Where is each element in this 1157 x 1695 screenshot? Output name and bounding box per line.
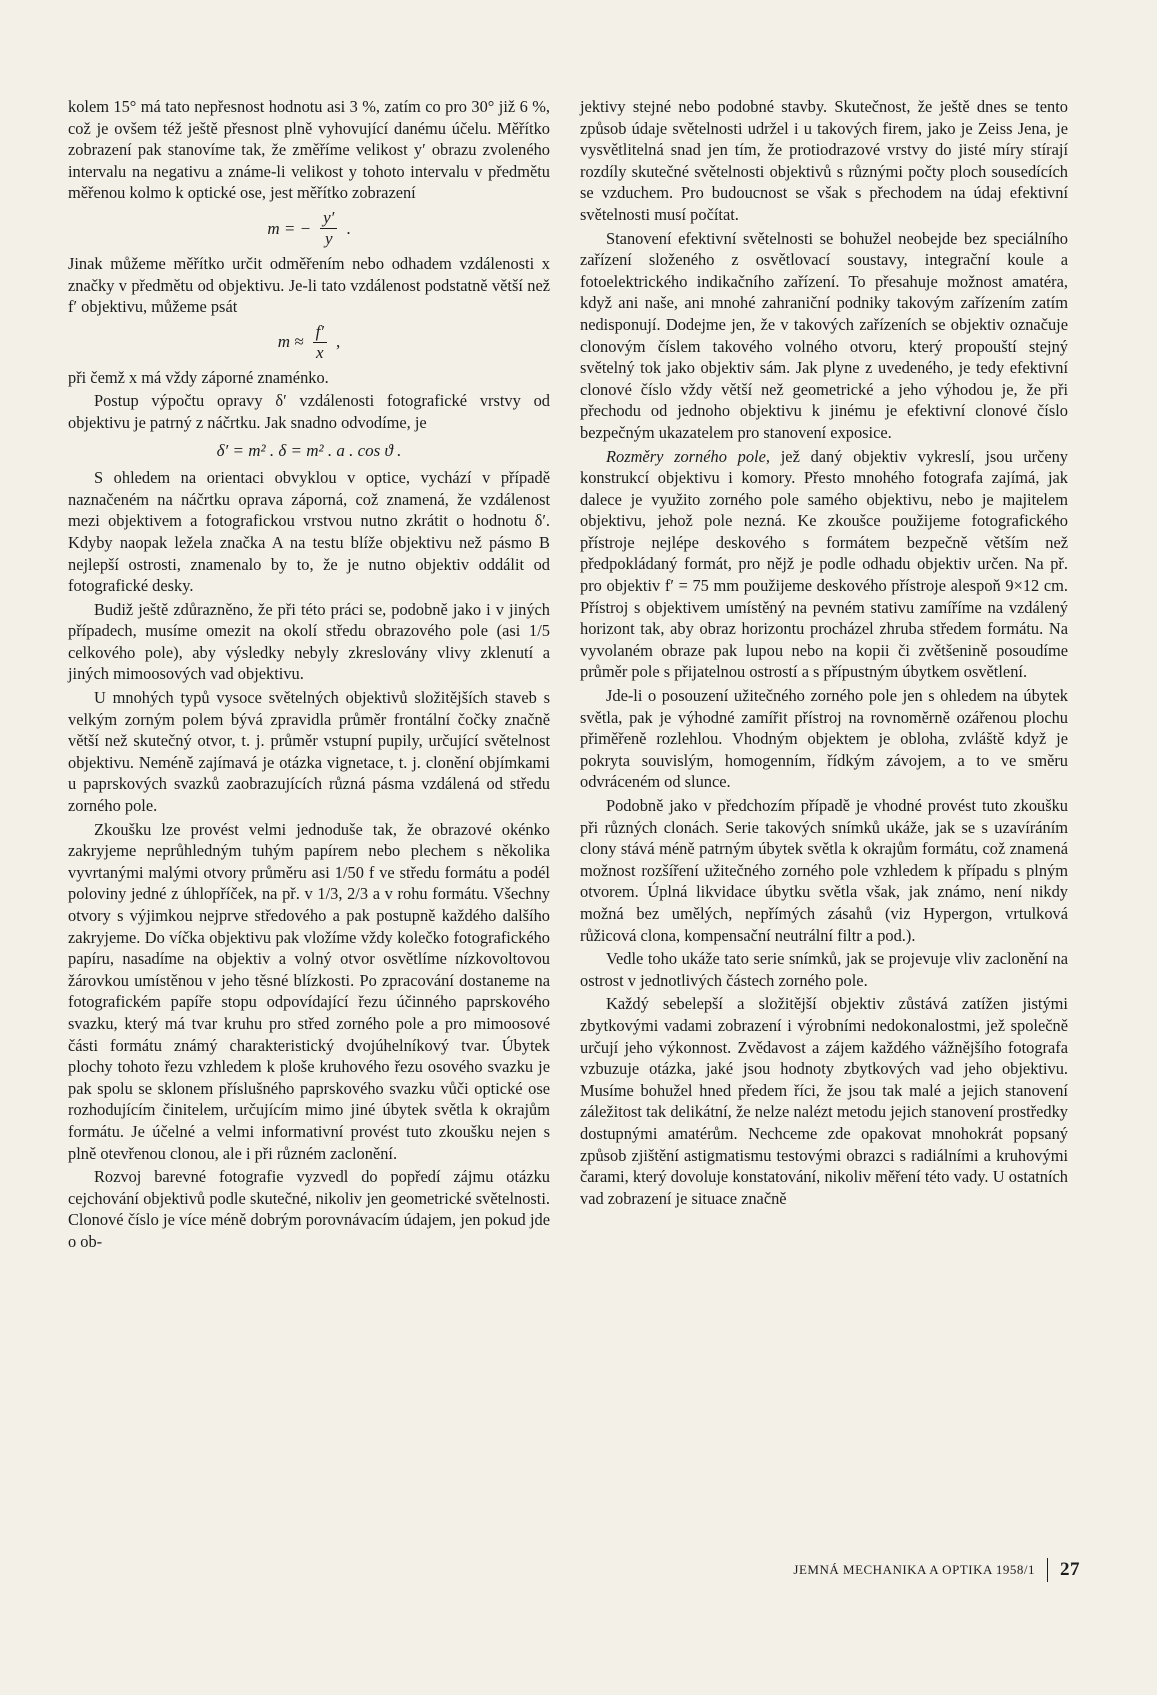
paragraph-text: jež daný objektiv vykreslí, jsou určeny konstrukcí objektivu i komory. Přesto mnohého fotografa zajímá, jak dalece je využito zorného pole samého objektivu, nebo je majitelem objektivu, jehož pole nezná. Ke zkoušce použijeme fotografického přístroje nejlépe deskového s formátem bezpečně větším než předpokládaný formát, pro nějž je podle odhadu objektiv určen. Na př. pro objektiv f′ = 75 mm použijeme deskového přístroje alespoň 9×12 cm. Přístroj s objektivem umístěný na pevném stativu zamíříme na vzdálený horizont tak, aby obraz horizontu procházel zhruba středem formátu. Na vyvolaném obraze pak lupou nebo na kopii či zvětšenině posoudíme průměr pole s přijatelnou ostrostí a s přípustným úbytkem osvětlení. [580, 446, 1068, 682]
fraction-denominator: y [324, 228, 333, 248]
journal-title: JEMNÁ MECHANIKA A OPTIKA 1958/1 [793, 1562, 1035, 1577]
paragraph: jektivy stejné nebo podobné stavby. Skutečnost, že ještě dnes se tento způsob údaje světelnosti udržel i u takových firem, jako je Zeiss Jena, je vysvětlitelná snad jen tím, že protiodrazové vrstvy do jisté míry stírají rozdíly skutečné světelnosti objektivů s různými počty ploch sousedících se vzduchem. Pro budoucnost se však s přechodem na údaj efektivní světelnosti musí počítat. [580, 97, 1068, 224]
equation-tail: , [336, 332, 341, 352]
fraction-numerator: y′ [320, 208, 337, 229]
paragraph: Jinak můžeme měřítko určit odměřením nebo odhadem vzdálenosti x značky v předmětu od objektivu. Je-li tato vzdálenost podstatně větší než f′ objektivu, můžeme psát [68, 253, 550, 317]
italic-heading: Rozměry zorného pole, [606, 446, 770, 466]
footer-divider [1047, 1558, 1048, 1582]
right-column [580, 96, 1068, 1211]
paragraph: Každý sebelepší a složitější objektiv zůstává zatížen jistými zbytkovými vadami zobrazení i výrobními nedokonalostmi, jež společně určují jeho výkonnost. Zvědavost a zájem každého vážnějšího fotografa vzbuzuje otázka, jaké jsou hodnoty zbytkových vad jeho objektivu. Musíme bohužel hned předem říci, že jsou tak malé a jejich stanovení záležitost tak delikátní, že nelze nalézt metodu jejich stanovení prostředky dostupnými amatérům. Nechceme zde opakovat mnohokrát popsaný způsob zjištění astigmatismu testovými obrazci s radiálními a kruhovými čarami, který dovoluje konstatování, nikoliv měření této vady. U ostatních vad zobrazení je situace značně [580, 994, 1068, 1208]
page-footer [700, 1558, 1080, 1582]
page-number: 27 [1060, 1559, 1080, 1580]
equation-scale [68, 208, 550, 249]
fraction [313, 322, 327, 363]
fraction-numerator: f′ [313, 322, 327, 343]
left-column [68, 96, 550, 1255]
paragraph: U mnohých typů vysoce světelných objektivů složitějších staveb s velkým zorným polem bývá zpravidla průměr frontální čočky značně větší než skutečný otvor, t. j. průměr vstupní pupily, určující světelnost objektivu. Neméně zajímavá je otázka vignetace, t. j. clonění objímkami u paprskových svazků zaobrazujících různá pásma vzdálená od středu zorného pole. [68, 688, 550, 816]
equation-tail: . [346, 218, 351, 238]
paragraph: Zkoušku lze provést velmi jednoduše tak, že obrazové okénko zakryjeme neprůhledným tuhým papírem nebo plechem s několika vyvrtanými malými otvory průměru asi 1/50 f ve středu formátu a podél poloviny jedné z úhlopříček, na př. v 1/3, 2/3 a v rohu formátu. Všechny otvory s výjimkou nejprve středového a pak postupně každého dalšího zakryjeme. Do víčka objektivu pak vložíme vždy kolečko fotografického papíru, nasadíme na objektiv a volný otvor osvětlíme nízkovoltovou žárovkou umístěnou v jeho těsné blízkosti. Po zpracování dostaneme na fotografickém papíře stopu odpovídající řezu účinného paprskového svazku, který má tvar kruhu pro střed zorného pole a pro mimoosové části formátu známý charakteristický dvojúhelníkový tvar. Úbytek plochy tohoto řezu vzhledem k ploše kruhového řezu osového svazku je pak spolu se sklonem příslušného paprskového svazku vůči optické ose rozhodujícím činitelem, určujícím mimo jiné úbytek světla k okrajům formátu. Je účelné a velmi informativní provést tuto zkoušku nejen s plně otevřenou clonou, ale i při různém zaclonění. [68, 819, 550, 1163]
paragraph: Jde-li o posouzení užitečného zorného pole jen s ohledem na úbytek světla, pak je výhodné zamířit přístroj na rovnoměrně ozářenou plochu přiměřeně rozlehlou. Vhodným objektem je obloha, zvláště když je pokryta souvislým, homogenním, řídkým závojem, a to ve směru odvráceném od slunce. [580, 686, 1068, 792]
equation-approx [68, 322, 550, 363]
paragraph: Rozvoj barevné fotografie vyzvedl do popředí zájmu otázku cejchování objektivů podle skutečné, nikoliv jen geometrické světelnosti. Clonové číslo je více méně dobrým porovnávacím údajem, jen pokud jde o ob- [68, 1167, 550, 1251]
paragraph: Stanovení efektivní světelnosti se bohužel neobejde bez speciálního zařízení složeného z osvětlovací soustavy, integrační koule a fotoelektrického indikačního zařízení. To přesahuje možnost amatéra, když ani naše, ani mnohé zahraniční podniky takovým zařízením zatím nedisponují. Dodejme jen, že v takových zařízeních se objektiv označuje clonovým číslem takového volného otvoru, který propouští stejný světelný tok jako objektiv sám. Jak plyne z uvedeného, je tedy efektivní clonové číslo vždy větší než geometrické a jeho výhodou je, že při přechodu od jednoho objektivu k jinému je efektivní clonové číslo bezpečným ukazatelem pro stanovení exposice. [580, 228, 1068, 442]
paragraph: při čemž x má vždy záporné znaménko. [68, 367, 329, 387]
equation-lhs: m = − [267, 218, 312, 238]
paragraph: S ohledem na orientaci obvyklou v optice, vychází v případě naznačeném na náčrtku oprava záporná, což znamená, že vzdálenost mezi objektivem a fotografickou vrstvou nutno zkrátit o hodnotu δ′. Kdyby naopak ležela značka A na testu blíže objektivu než pásmo B nejlepší ostrosti, znamenalo by to, že je nutno objektiv oddálit od fotografické desky. [68, 468, 550, 596]
paragraph: Vedle toho ukáže tato serie snímků, jak se projevuje vliv zaclonění na ostrost v jednotlivých částech zorného pole. [580, 949, 1068, 990]
paragraph: kolem 15° má tato nepřesnost hodnotu asi 3 %, zatím co pro 30° již 6 %, což je ovšem též ještě přesnost plně vyhovující danému účelu. Měřítko zobrazení pak stanovíme tak, že změříme velikost y′ obrazu zvoleného intervalu na negativu a známe-li velikost y tohoto intervalu v předmětu měřenou kolmo k optické ose, jest měřítko zobrazení [68, 97, 550, 203]
paragraph: Budiž ještě zdůrazněno, že při této práci se, podobně jako i v jiných případech, musíme omezit na okolí středu obrazového pole (asi 1/5 celkového pole), aby výsledky nebyly zkreslovány vlivy zklenutí a jiných mimoosových vad objektivu. [68, 599, 550, 684]
equation-correction: δ′ = m² . δ = m² . a . cos ϑ . [216, 440, 402, 460]
paragraph [580, 446, 1068, 684]
equation-lhs: m ≈ [277, 332, 304, 352]
fraction-denominator: x [316, 342, 324, 362]
paragraph: Podobně jako v předchozím případě je vhodné provést tuto zkoušku při různých clonách. Serie takových snímků ukáže, jak se s uzavíráním clony stává méně patrným úbytek světla k okrajům formátu, což znamená možnost rozšíření užitečného zorného pole vzhledem k případu s plným otvorem. Úplná likvidace úbytku světla však, jak známo, není nikdy možná bez umělých, nepřímých zásahů (viz Hypergon, vrtulková růžicová clona, kompensační neutrální filtr a pod.). [580, 796, 1068, 945]
paragraph: Postup výpočtu opravy δ′ vzdálenosti fotografické vrstvy od objektivu je patrný z náčrtku. Jak snadno odvodíme, je [68, 391, 550, 432]
fraction [320, 208, 337, 249]
